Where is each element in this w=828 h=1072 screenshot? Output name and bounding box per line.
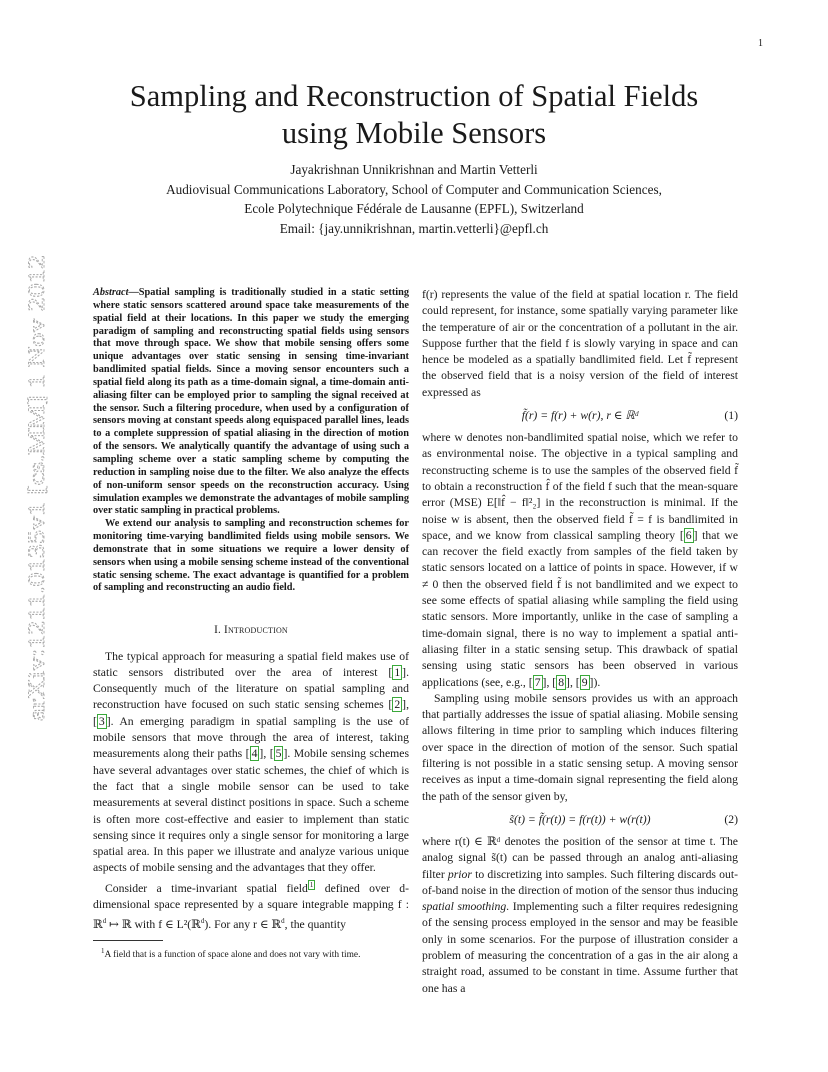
citation-link[interactable]: [ 9 ] [575, 675, 594, 689]
authors: Jayakrishnan Unnikrishnan and Martin Vetterli [290, 162, 538, 177]
footnote-link[interactable]: 1 [309, 880, 314, 889]
affiliation-line-1: Audiovisual Communications Laboratory, School of Computer and Communication Sciences, [166, 181, 662, 197]
intro-paragraph-1: The typical approach for measuring a spatial field makes use of static sensors distributed over the area of interest [ 1 ]. Consequently much of the literature on spatial sampling and reconstruction have focused on such static sensing schemes [ 2 ], [ 3 ]. An emerging paradigm in spatial sampling is the use of mobile sensors that move through the area of interest, taking measurements along their paths [ 4 ], [ 5 ]. Mobile sensing schemes have several advantages over static schemes, the chief of which is the fact that a single mobile sensor can be used to take measurements at several distinct positions in space. Such a scheme is often more cost-effective and easier to implement than static sensing since it requires only a single sensor for monitoring a large spatial area. In this paper we illustrate and analyze various unique aspects of mobile sensing and the advantages that they offer. [93, 649, 409, 875]
citation-link[interactable]: [ 1 ] [388, 665, 407, 679]
body-paragraph-2: where w denotes non-bandlimited spatial noise, which we refer to as environmental noise. The objective in a typical sampling and reconstructing scheme is to use the samples of the observed field f̃ to obtain a reconstruction f̂ of the field f such that the mean-square error (MSE) E[‖f̂ − f‖²₂] in the reconstruction is minimal. If the noise w is absent, then the observed field f̃ = f is bandlimited in space, and we know from classical sampling theory [ 6 ] that we can recover the field exactly from samples of the field taken by static sensors located on a lattice of points in space. However, if w ≠ 0 then the observed field f̃ is not bandlimited and we expect to see some effects of spatial aliasing while sampling the field using static sensors. More importantly, unlike in the case of sampling a time-domain signal, there is no way to implement a spatial anti-aliasing filter in a static sensing setup. This drawback of spatial sensing using static sensors has been observed in various applications (see, e.g., [ 7 ], [ 8 ], [ 9 ]). [422, 431, 739, 689]
section-number: I. [214, 624, 222, 637]
paper-title [60, 78, 768, 152]
right-column [422, 287, 738, 997]
body-paragraph-1: f(r) represents the value of the field at spatial location r. The field could represent, for instance, some spatially varying parameter like the temperature of air or the concentration of a pollutant in the air. Suppose further that the field f is slowly varying in space and can hence be modeled as a spatially bandlimited field. Let f̃ represent the observed field that is a noisy version of the field of interest expressed as [422, 288, 738, 399]
abstract-text-1: —Spatial sampling is traditionally studied in a static setting where static sensors scattered around space take measurements of the spatial field at their locations. In this paper we study the emerging paradigm of sampling and reconstructing spatial fields using sensors that move through space. We show that mobile sensing offers some unique advantages over static sensing in sensing time-invariant bandlimited spatial fields. Since a moving sensor encounters such a spatial field along its path as a time-domain signal, a time-domain anti-aliasing filter can be employed prior to sampling the signal received at the sensor. Such a filtering procedure, when used by a configuration of sensors moving at constant speeds along equispaced parallel lines, leads to a complete suppression of spatial aliasing in the direction of motion of the sensors. We analytically quantify the advantage of using such a sampling scheme over a static sampling scheme by computing the reduction in sampling noise due to the filter. We also analyze the effects of non-uniform sensor speeds on the reconstruction accuracy. Using simulation examples we demonstrate the advantages of mobile sampling over static sampling in practical problems. [93, 287, 409, 517]
equation-number: (1) [724, 409, 738, 423]
equation-1: f̃(r) = f(r) + w(r), r ∈ ℝᵈ (1) [422, 401, 738, 430]
citation-link[interactable]: [ 8 ] [552, 675, 570, 689]
title-line-1: Sampling and Reconstruction of Spatial Fields [129, 79, 699, 113]
abstract-text-2: We extend our analysis to sampling and reconstruction schemes for monitoring time-varying bandlimited fields using mobile sensors. We demonstrate that in some situations we require a lower density of sensors when using a mobile sensing scheme instead of the conventional static sensing scheme. The exact advantage is quantified for a problem of sampling and reconstructing an audio field. [93, 518, 409, 594]
title-line-2: using Mobile Sensors [281, 116, 547, 150]
citation-link[interactable]: [ 3 ] [93, 714, 111, 728]
citation-link[interactable]: [ 5 ] [269, 747, 288, 761]
citation-link[interactable]: [ 2 ] [388, 698, 407, 712]
citation-link[interactable]: [ 7 ] [528, 675, 547, 689]
left-column [93, 287, 409, 962]
affiliation-line-2: Ecole Polytechnique Fédérale de Lausanne (EPFL), Switzerland [244, 201, 584, 216]
citation-link[interactable]: [ 6 ] [679, 528, 698, 542]
footnote-rule [93, 940, 163, 941]
section-title: Introduction [224, 624, 288, 637]
section-heading [93, 622, 409, 638]
page-number: 1 [758, 38, 763, 49]
author-block [60, 160, 768, 238]
email: Email: {jay.unnikrishnan, martin.vetterli}@epfl.ch [279, 220, 549, 236]
equation-number: (2) [724, 812, 738, 826]
footnote: $^1$A field that is a function of space alone and does not vary with time. [101, 947, 361, 961]
equation-2: s̃(t) = f̃(r(t)) = f(r(t)) + w(r(t)) (2) [422, 805, 738, 834]
intro-paragraph-2: Consider a time-invariant spatial field $^1$ defined over d-dimensional space represented by a square integrable mapping f : ℝ$^d$ ↦ ℝ with f ∈ L²(ℝ$^d$). For any r ∈ ℝ$^d$, the quantity [93, 880, 409, 932]
abstract-label: Abstract [93, 287, 129, 298]
citation-link[interactable]: [ 4 ] [245, 747, 264, 761]
arxiv-stamp [6, 253, 54, 725]
body-paragraph-3: Sampling using mobile sensors provides us with an approach that partially addresses the issue of spatial aliasing. Mobile sensing allows filtering in time prior to sampling which induces filtering over space in the direction of motion of the sensor. Such spatial filtering is not possible in a static sensing setup. A moving sensor receives as input a time-domain signal representing the field along the path of the sensor given by, [422, 691, 738, 803]
abstract [93, 287, 409, 595]
body-paragraph-4: where r(t) ∈ ℝᵈ denotes the position of the sensor at time t. The analog signal s̃(t) can be passed through an analog anti-aliasing filter prior to discretizing into samples. Such filtering discards out-of-band noise in the direction of motion of the sensor thus inducing spatial smoothing. Implementing such a filter requires redesigning of the sensing process employed in the sensor and may be feasible only in some scenarios. For the purpose of illustration consider a problem of measuring the concentration of a gas in the air along a straight road, assumed to be constant in time. Assume further that one has a [422, 834, 738, 995]
arxiv-stamp-text: arXiv:1211.0135v1 [cs.MM] 1 Nov 2012 [24, 341, 49, 721]
